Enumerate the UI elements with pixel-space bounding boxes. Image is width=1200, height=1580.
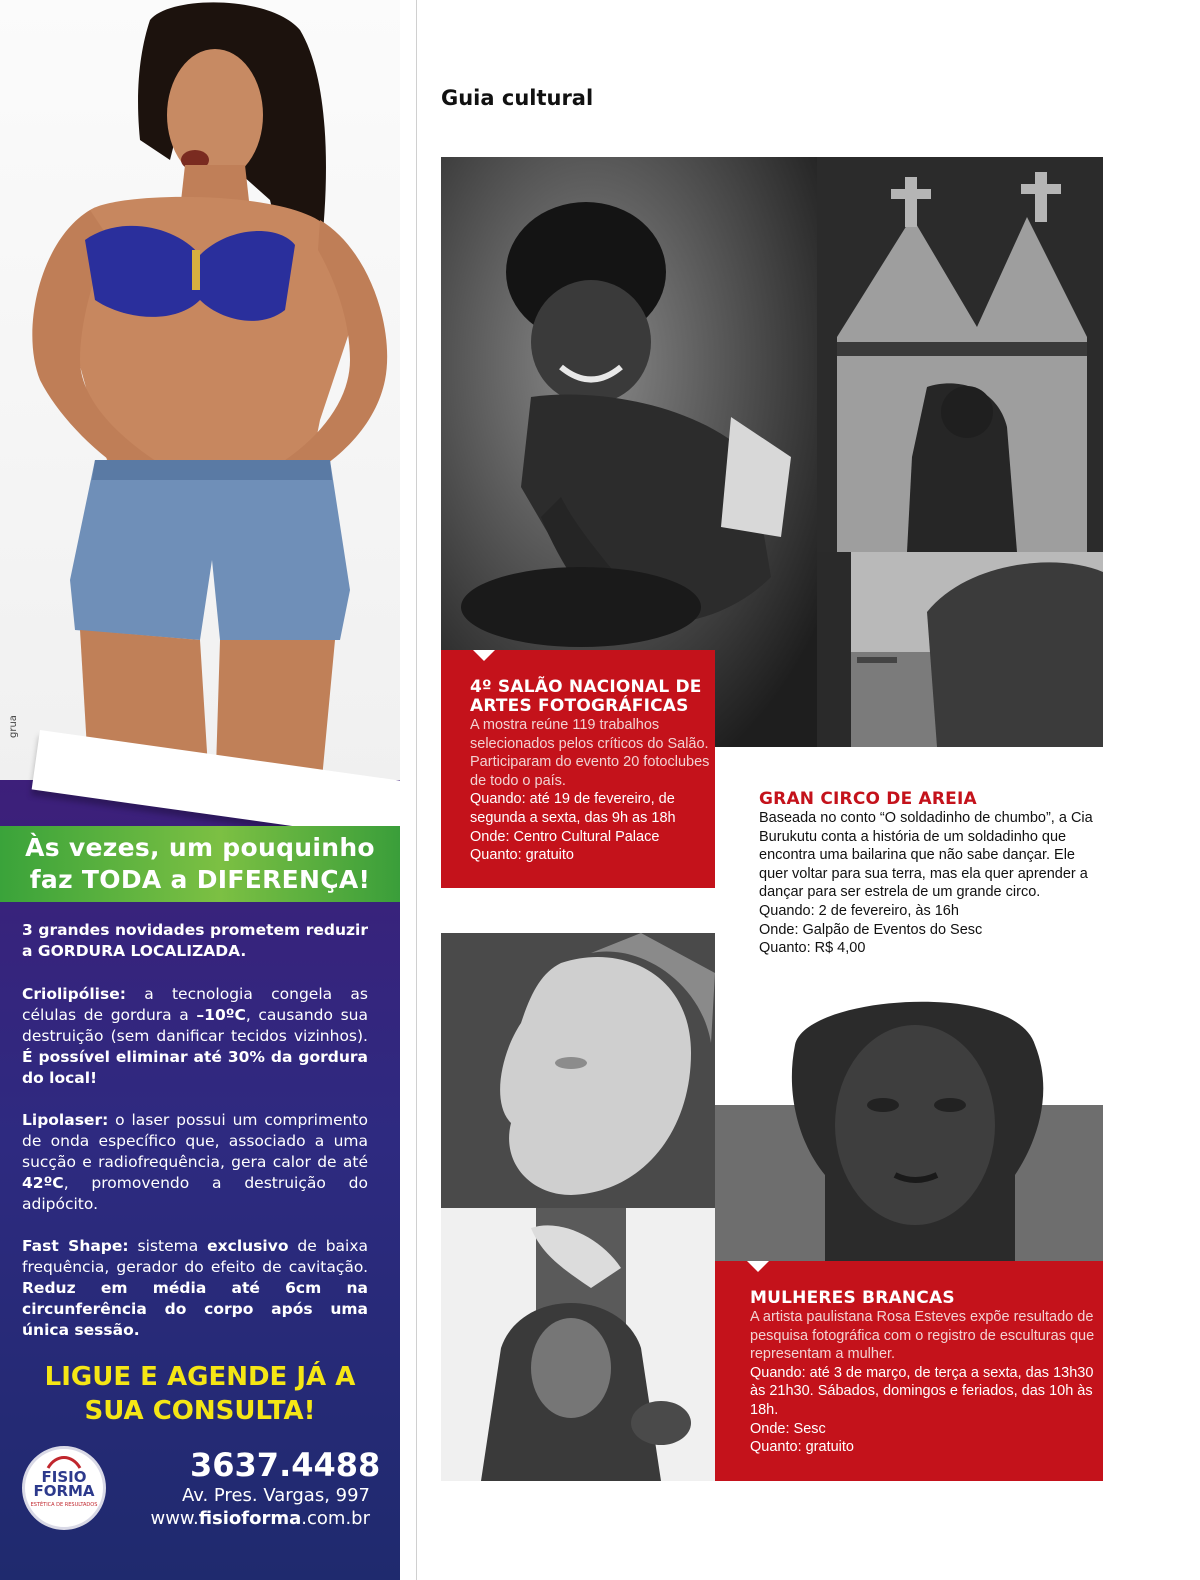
crio-bold: É possível eliminar até 30% da gordura do local! — [22, 1048, 368, 1087]
ad-call-to-action — [0, 1360, 400, 1428]
ad-lipolaser — [22, 1110, 368, 1215]
event-card-mulheres — [715, 1261, 1103, 1481]
cta-line1: LIGUE E AGENDE JÁ A — [44, 1362, 356, 1392]
website-domain: fisioforma — [198, 1508, 302, 1529]
photo-umbrella-sea — [817, 552, 1103, 747]
event-3-description: A artista paulistana Rosa Esteves expõe resultado de pesquisa fotográfica com o registro de esculturas que representam a mulher. — [750, 1309, 1095, 1363]
logo-line1: FISIO — [41, 1468, 87, 1486]
event-3-when: Quando: até 3 de março, de terça a sexta, das 13h30 às 21h30. Sábados, domingos e feriados, das 10h às 18h. — [750, 1364, 1094, 1418]
fast-label: Fast Shape: — [22, 1237, 129, 1255]
website-prefix: www. — [150, 1508, 199, 1529]
photo-statue-profile — [441, 933, 715, 1208]
ad-website-link[interactable] — [130, 1508, 370, 1529]
event-card-salao — [441, 650, 715, 888]
logo-name — [22, 1470, 106, 1498]
event-1-when: Quando: até 19 de fevereiro, de segunda a sexta, das 9h as 18h — [470, 791, 676, 826]
ad-intro: 3 grandes novidades prometem reduzir a GORDURA LOCALIZADA. — [22, 921, 368, 960]
event-1-title-line2: ARTES FOTOGRÁFICAS — [470, 696, 689, 716]
ad-model-photo — [0, 0, 400, 800]
event-1-content — [470, 678, 710, 865]
lipo-temp: 42ºC — [22, 1174, 64, 1192]
ad-address: Av. Pres. Vargas, 997 — [181, 1485, 370, 1506]
event-3-content — [750, 1289, 1095, 1457]
section-title: Guia cultural — [441, 86, 594, 110]
logo-line2: FORMA — [33, 1482, 95, 1500]
event-1-title-line1: 4º SALÃO NACIONAL DE — [470, 677, 702, 697]
advertisement — [0, 0, 400, 1580]
event-card-circo — [759, 790, 1103, 958]
event-3-title: MULHERES BRANCAS — [750, 1288, 955, 1308]
event-3-price: Quanto: gratuito — [750, 1439, 854, 1456]
ad-headline-line2: faz TODA a DIFERENÇA! — [29, 865, 371, 894]
lipo-text1: o laser possui um comprimento de onda específico que, associado a uma sucção e radiofrequência, gera calor de até — [22, 1111, 368, 1171]
website-suffix: .com.br — [301, 1508, 370, 1529]
lipo-label: Lipolaser: — [22, 1111, 109, 1129]
event-3-where: Onde: Sesc — [750, 1420, 826, 1437]
ad-headline-line1: Às vezes, um pouquinho — [25, 833, 375, 862]
ad-fast-shape — [22, 1236, 368, 1341]
event-1-description: A mostra reúne 119 trabalhos selecionados pelos críticos do Salão. Participaram do evento 20 fotoclubes de todo o país. — [470, 717, 710, 789]
event-1-title — [470, 678, 710, 716]
photo-credit: grua — [8, 715, 19, 738]
fast-exclusive: exclusivo — [207, 1237, 289, 1255]
event-2-where: Onde: Galpão de Eventos do Sesc — [759, 921, 983, 938]
fast-bold: Reduz em média até 6cm na circunferência do corpo após uma única sessão. — [22, 1279, 368, 1339]
event-2-price: Quanto: R$ 4,00 — [759, 940, 866, 957]
caret-down-icon — [747, 1261, 769, 1272]
event-2-description: Baseada no conto “O soldadinho de chumbo”, a Cia Burukutu conta a história de um soldadinho que encontra uma bailarina que não sabe dançar. Ele quer voltar para sua terra, mas ela quer aprender a dançar para ser estrela de um grande circo. — [759, 810, 1093, 901]
lipo-text2: , promovendo a destruição do adipócito. — [22, 1174, 368, 1213]
ad-criolipolise — [22, 984, 368, 1089]
event-2-when: Quando: 2 de fevereiro, às 16h — [759, 902, 959, 919]
event-1-where: Onde: Centro Cultural Palace — [470, 828, 660, 845]
cta-line2: SUA CONSULTA! — [84, 1396, 316, 1426]
photo-bronze-head — [715, 985, 1103, 1261]
ad-headline — [0, 832, 400, 896]
crio-label: Criolipólise: — [22, 985, 126, 1003]
event-2-title: GRAN CIRCO DE AREIA — [759, 789, 977, 809]
ad-phone-number: 3637.4488 — [190, 1446, 381, 1484]
logo-tagline: ESTÉTICA DE RESULTADOS — [30, 1502, 98, 1508]
page-divider — [416, 0, 417, 1580]
caret-down-icon — [473, 650, 495, 661]
crio-text2: , causando sua destruição (sem danificar tecidos vizinhos). — [22, 1006, 368, 1045]
photo-church-shadow — [817, 157, 1103, 552]
crio-temp: –10ºC — [196, 1006, 246, 1024]
photo-statue-dove — [441, 1208, 715, 1481]
fast-text1: sistema — [137, 1237, 199, 1255]
fast-text2: de baixa frequência, gerador do efeito de cavitação. — [22, 1237, 369, 1276]
event-1-price: Quanto: gratuito — [470, 847, 574, 864]
crio-text1: a tecnologia congela as células de gordura a — [22, 985, 368, 1024]
